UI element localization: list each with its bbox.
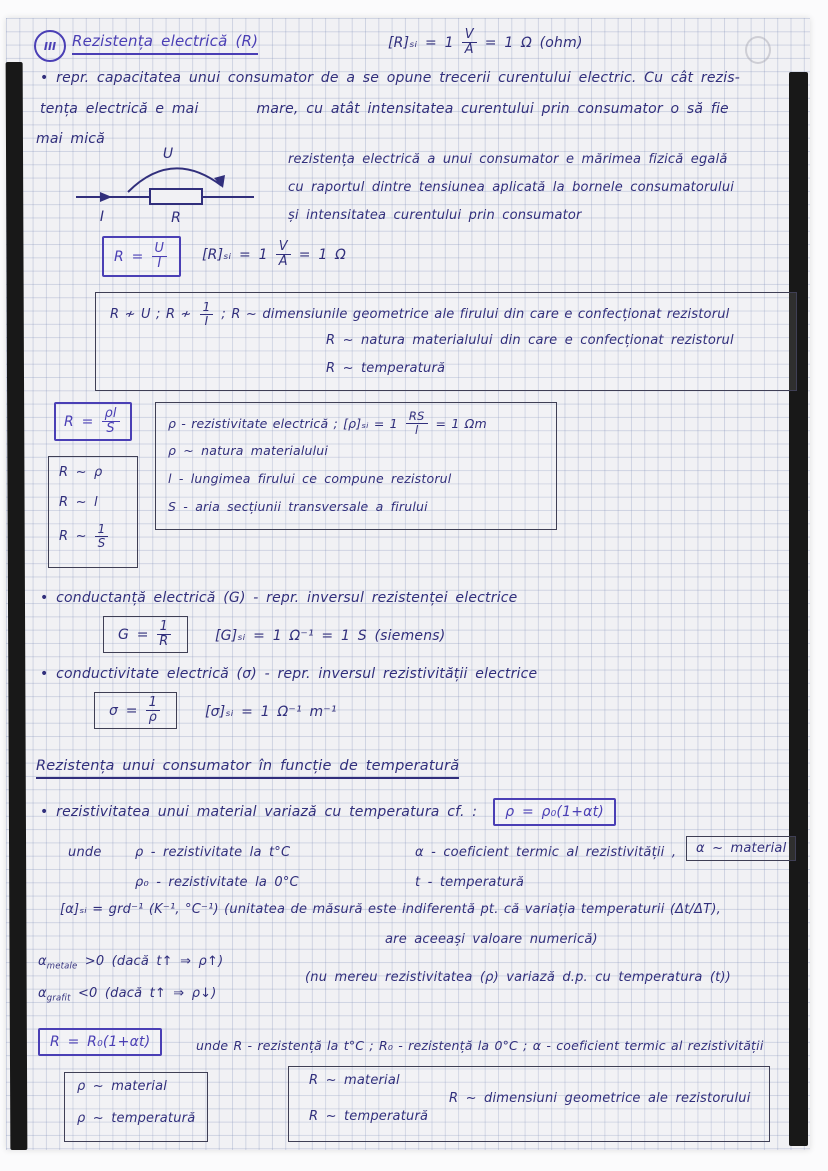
fraction-1-rho: [146, 696, 160, 725]
resistance-dependence-box: [95, 292, 797, 391]
fraction-numerator: V: [462, 28, 477, 43]
fraction-numerator: 1: [146, 696, 160, 711]
fraction-1-s: [95, 523, 109, 550]
intro-line-3: mai mică: [36, 131, 105, 147]
alpha-metals-value: >0 (dacă t↑ ⇒ ρ↑): [84, 954, 224, 969]
alpha-graphite-subscript: grafit: [46, 992, 71, 1003]
fraction-rho-l-s: [102, 407, 120, 436]
info-line-4: S - aria secțiunii transversale a firului: [168, 499, 428, 514]
alpha-si-line-2: are aceeași valoare numerică): [385, 932, 598, 947]
fraction-volt-ampere: [462, 28, 477, 57]
alpha-graphite-line: [38, 986, 217, 1003]
rho-at-zero: ρ₀ - rezistivitate la 0°C: [135, 875, 299, 890]
fraction-1-r: [157, 620, 171, 649]
definition-line-3: și intensitatea curentului prin consumator: [288, 208, 582, 223]
temperature-note: (nu mereu rezistivitatea (ρ) variază d.p. cu temperatura (t)): [305, 970, 731, 985]
dependence-line-3: R ~ temperatură: [326, 361, 446, 376]
si-rhs: = 1 Ω: [298, 246, 346, 263]
alpha-si-line: [α]ₛᵢ = grd⁻¹ (K⁻¹, °C⁻¹) (unitatea de măsură este indiferentă pt. că variația temperaturii (Δt/ΔT),: [60, 902, 721, 917]
formula-lhs: R =: [64, 413, 94, 430]
fraction-denominator: ρ: [148, 710, 158, 726]
rho-at-t: ρ - rezistivitate la t°C: [135, 845, 291, 860]
current-arrow-icon: [100, 192, 112, 202]
formula-lhs: σ =: [109, 702, 138, 719]
si-rhs: = 1 Ω (ohm): [484, 34, 583, 51]
info-rho-unit: = 1 Ωm: [435, 415, 487, 431]
section-number-badge: [34, 30, 66, 62]
page-title: Rezistența electrică (R): [72, 32, 258, 55]
info-line-2: ρ ~ natura materialului: [168, 443, 329, 458]
paper-stain: [745, 36, 771, 64]
current-label: I: [99, 209, 105, 225]
conductance-formula-box: [103, 616, 188, 653]
fraction-u-i: [152, 242, 168, 271]
ohm-law-box: [102, 236, 181, 277]
r-temperature: R ~ temperatură: [309, 1109, 429, 1124]
dep-rho: R ~ ρ: [59, 465, 103, 480]
dependence-geometry: ; R ~ dimensiunile geometrice ale firului din care e confecționat rezistorul: [221, 307, 730, 323]
fraction-numerator: 1: [95, 523, 109, 537]
circuit-diagram: [70, 142, 260, 226]
r-geometry: R ~ dimensiuni geometrice ale rezistorului: [449, 1091, 751, 1106]
resistivity-info-box: [155, 402, 557, 530]
resistance-law-explanation: unde R - rezistență la t°C ; R₀ - rezistență la 0°C ; α - coeficient termic al rezistivității: [196, 1038, 764, 1053]
resistance-si-unit-formula: [388, 28, 583, 57]
definition-line-2: cu raportul dintre tensiunea aplicată la bornele consumatorului: [288, 180, 735, 195]
alpha-symbol: α: [38, 954, 47, 969]
conductivity-formula-box: [94, 692, 177, 729]
resistivity-temperature-law-box: ρ = ρ₀(1+αt): [493, 798, 616, 826]
si-lhs: [R]ₛᵢ = 1: [202, 246, 268, 263]
fraction-denominator: R: [159, 634, 169, 650]
intro-line-2b: mare, cu atât intensitatea curentului prin consumator o să fie: [256, 101, 729, 117]
scan-edge-right: [789, 72, 808, 1146]
fraction-numerator: RS: [406, 410, 428, 424]
resistor-label: R: [171, 210, 181, 226]
alpha-symbol: α: [38, 986, 47, 1001]
dependence-line-2: R ~ natura materialului din care e confecționat rezistorul: [326, 333, 734, 348]
alpha-definition: α - coeficient termic al rezistivității ,: [415, 845, 677, 860]
temperature-heading: Rezistența unui consumator în funcție de temperatură: [36, 758, 459, 779]
fraction-denominator: l: [414, 422, 419, 437]
resistance-temperature-law-box: R = R₀(1+αt): [38, 1028, 162, 1056]
unde-word: unde: [68, 845, 102, 860]
fraction-denominator: A: [464, 42, 474, 58]
formula-lhs: G =: [118, 626, 149, 643]
fraction-numerator: V: [276, 240, 291, 255]
si-lhs: [R]ₛᵢ = 1: [388, 34, 454, 51]
alpha-graphite-value: <0 (dacă t↑ ⇒ ρ↓): [77, 986, 217, 1001]
temperature-bullet-row: [40, 798, 616, 826]
dependence-line-1: [110, 301, 730, 328]
alpha-metals-subscript: metale: [46, 960, 78, 971]
rho-temperature: ρ ~ temperatură: [77, 1111, 196, 1126]
intro-line-2a: tența electrică e mai: [40, 101, 199, 117]
fraction-numerator: 1: [157, 620, 171, 635]
fraction-denominator: S: [106, 421, 115, 437]
fraction-volt-ampere: [276, 240, 291, 269]
r-material: R ~ material: [309, 1073, 400, 1088]
fraction-denominator: A: [278, 254, 288, 270]
voltage-label: U: [162, 146, 174, 162]
ohm-law-lhs: R =: [114, 248, 144, 265]
info-line-3: l - lungimea firului ce compune rezistorul: [168, 471, 452, 486]
rho-summary-box: [64, 1072, 208, 1142]
ohm-law-si: [202, 240, 346, 269]
conductance-bullet: • conductanță electrică (G) - repr. inversul rezistenței electrice: [40, 590, 518, 606]
resistor-symbol: [150, 189, 202, 204]
fraction-numerator: ρl: [102, 407, 120, 422]
dep-length: R ~ l: [59, 495, 98, 510]
t-definition: t - temperatură: [415, 875, 525, 890]
fraction-numerator: U: [152, 242, 168, 257]
alpha-metals-line: [38, 954, 223, 971]
resistivity-formula-box: [54, 402, 132, 441]
info-rho-def: ρ - rezistivitate electrică ; [ρ]ₛᵢ = 1: [168, 415, 398, 431]
conductivity-bullet: • conductivitate electrică (σ) - repr. inversul rezistivității electrice: [40, 666, 538, 682]
fraction-denominator: I: [204, 314, 209, 329]
dep-section: [59, 523, 110, 550]
r-summary-box: [288, 1066, 770, 1142]
temperature-bullet: • rezistivitatea unui material variază cu temperatura cf. :: [40, 804, 478, 820]
fraction-numerator: 1: [200, 301, 214, 315]
dep-section-lhs: R ~: [59, 529, 87, 545]
conductance-si: [G]ₛᵢ = 1 Ω⁻¹ = 1 S (siemens): [215, 628, 446, 644]
conductivity-si: [σ]ₛᵢ = 1 Ω⁻¹ m⁻¹: [205, 704, 337, 720]
fraction-rs-l: [406, 410, 428, 436]
fraction-1-i: [200, 301, 214, 328]
intro-line-2: [40, 101, 729, 117]
not-proportional-lead: R ≁ U ; R ≁: [110, 307, 192, 323]
fraction-denominator: S: [97, 536, 106, 551]
fraction-denominator: I: [157, 256, 162, 272]
intro-line-1: • repr. capacitatea unui consumator de a se opune trecerii curentului electric. Cu cât rezis-: [40, 70, 741, 86]
alpha-material-box: α ~ material: [686, 836, 796, 861]
section-number: III: [43, 39, 57, 53]
info-line-1: [168, 410, 487, 436]
resistivity-dependence-box: [48, 456, 138, 568]
rho-material: ρ ~ material: [77, 1079, 168, 1094]
definition-line-1: rezistența electrică a unui consumator e mărimea fizică egală: [288, 152, 728, 167]
